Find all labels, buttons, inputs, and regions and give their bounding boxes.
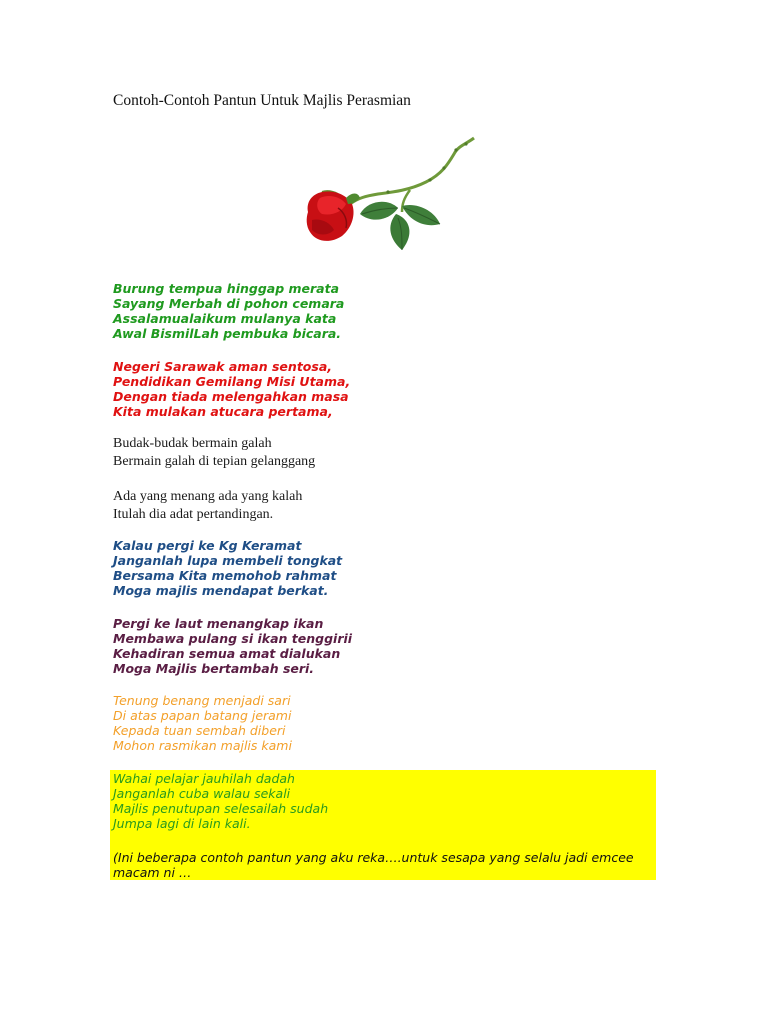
stanza-line: Bersama Kita memohob rahmat: [113, 568, 337, 583]
stanza-7: [113, 693, 292, 753]
stanza-line: Moga majlis mendapat berkat.: [113, 583, 329, 598]
stanza-line: Pergi ke laut menangkap ikan: [113, 616, 324, 631]
stanza-line: Wahai pelajar jauhilah dadah: [113, 771, 295, 786]
stanza-line: Bermain galah di tepian gelanggang: [113, 454, 316, 469]
stanza-line: Mohon rasmikan majlis kami: [113, 738, 292, 753]
stanza-line: Di atas papan batang jerami: [113, 708, 292, 723]
stanza-line: Kepada tuan sembah diberi: [113, 723, 286, 738]
stanza-line: Awal BismilLah pembuka bicara.: [113, 326, 342, 341]
stanza-line: Moga Majlis bertambah seri.: [113, 661, 315, 676]
stanza-line: Membawa pulang si ikan tenggirii: [113, 631, 353, 646]
stanza-line: Kalau pergi ke Kg Keramat: [113, 538, 302, 553]
stanza-2: [113, 359, 350, 419]
stanza-line: Itulah dia adat pertandingan.: [113, 507, 274, 522]
stanza-line: Assalamualaikum mulanya kata: [113, 311, 337, 326]
stanza-line: Janganlah cuba walau sekali: [113, 786, 291, 801]
stanza-5: [113, 538, 342, 598]
stanza-line: Sayang Merbah di pohon cemara: [113, 296, 345, 311]
stanza-line: Negeri Sarawak aman sentosa,: [113, 359, 333, 374]
stanza-line: Tenung benang menjadi sari: [113, 693, 291, 708]
stanza-line: Kehadiran semua amat dialukan: [113, 646, 341, 661]
stanza-line: Burung tempua hinggap merata: [113, 281, 340, 296]
author-note: (Ini beberapa contoh pantun yang aku reka….untuk sesapa yang selalu jadi emcee macam ni …: [113, 850, 634, 880]
stanza-line: Majlis penutupan selesailah sudah: [113, 801, 329, 816]
stanza-line: Jumpa lagi di lain kali.: [113, 816, 251, 831]
stanza-1: [113, 281, 344, 341]
stanza-line: Budak-budak bermain galah: [113, 436, 272, 451]
red-rose-icon: [298, 132, 480, 256]
stanza-8: [113, 771, 328, 831]
stanza-3: [113, 435, 315, 471]
stanza-line: Kita mulakan atucara pertama,: [113, 404, 333, 419]
page-title: Contoh-Contoh Pantun Untuk Majlis Perasmian: [113, 92, 411, 109]
stanza-line: Ada yang menang ada yang kalah: [113, 489, 303, 504]
stanza-line: Dengan tiada melengahkan masa: [113, 389, 349, 404]
stanza-6: [113, 616, 352, 676]
stanza-4: [113, 488, 302, 524]
stanza-line: Janganlah lupa membeli tongkat: [113, 553, 343, 568]
stanza-line: Pendidikan Gemilang Misi Utama,: [113, 374, 351, 389]
